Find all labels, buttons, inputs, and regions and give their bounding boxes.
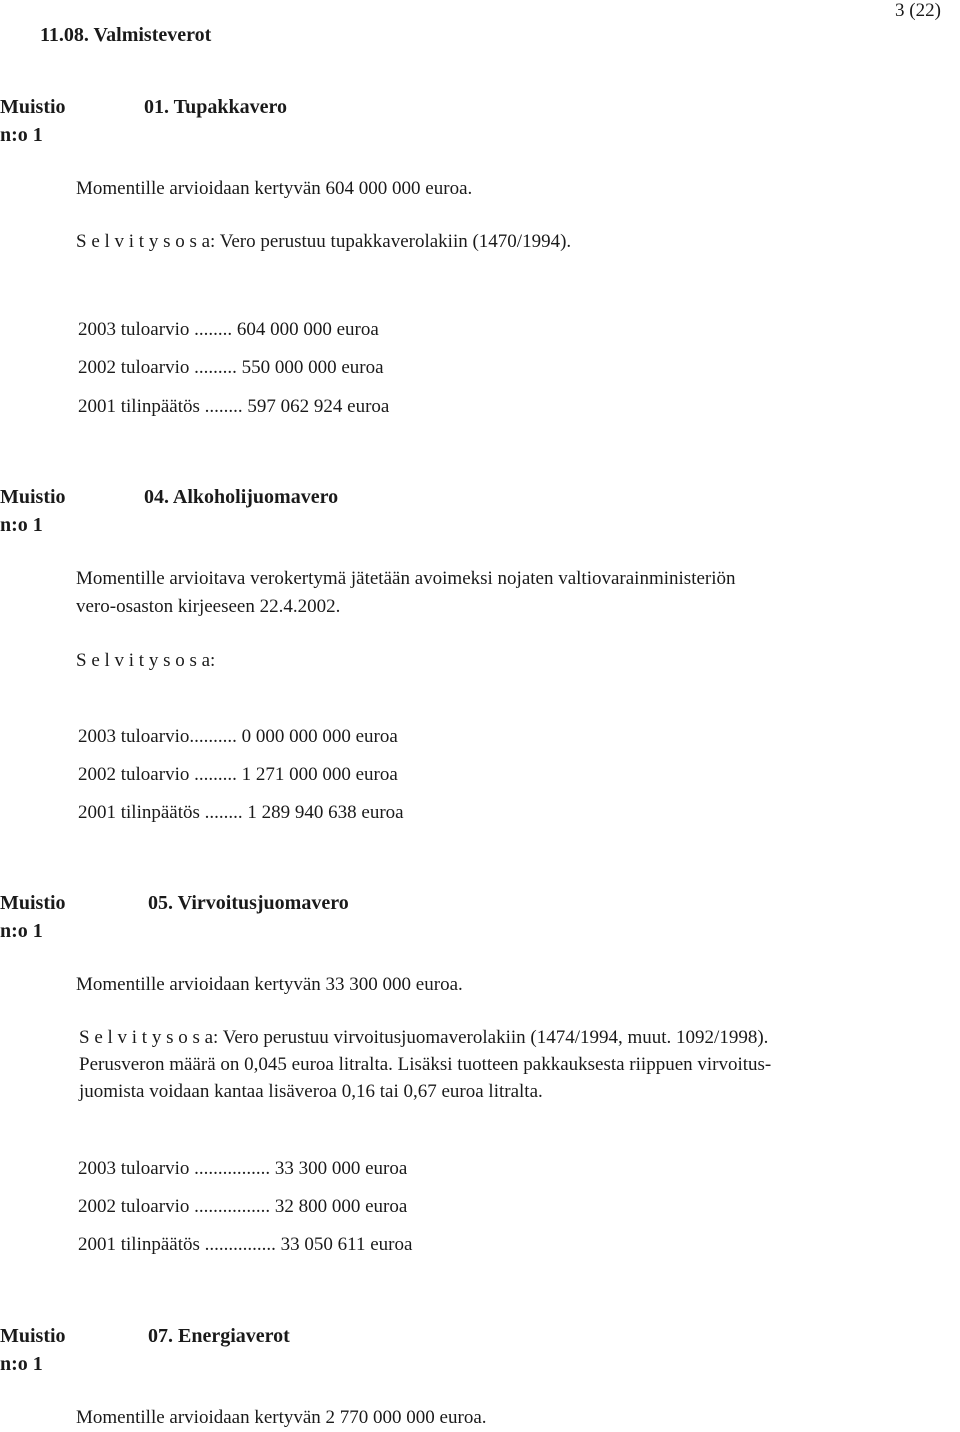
section-text-line: vero-osaston kirjeeseen 22.4.2002. <box>76 596 341 617</box>
section-heading: 04. Alkoholijuomavero <box>144 486 339 508</box>
stat-row: 2002 tuloarvio ......... 1 271 000 000 euroa <box>78 764 398 785</box>
muistio-number: n:o 1 <box>0 1353 43 1375</box>
selvitys-paragraph <box>76 230 571 254</box>
page-number: 3 (22) <box>895 0 941 21</box>
stat-row: 2001 tilinpäätös ........ 1 289 940 638 euroa <box>78 802 404 823</box>
selvitys-text-line: juomista voidaan kantaa lisäveroa 0,16 tai 0,67 euroa litralta. <box>79 1081 543 1102</box>
selvitys-text-line: Perusveron määrä on 0,045 euroa litralta. Lisäksi tuotteen pakkauksesta riippuen virvoitus- <box>79 1054 772 1075</box>
selvitys-text: Vero perustuu tupakkaverolakiin (1470/1994). <box>215 231 572 252</box>
selvitys-text: Vero perustuu virvoitusjuomaverolakiin (1474/1994, muut. 1092/1998). <box>218 1027 769 1048</box>
muistio-label: Muistio <box>0 892 66 914</box>
muistio-label: Muistio <box>0 1325 66 1347</box>
page-title: 11.08. Valmisteverot <box>40 24 212 46</box>
stat-row: 2001 tilinpäätös ............... 33 050 611 euroa <box>78 1234 413 1255</box>
section-text: Momentille arvioidaan kertyvän 33 300 000 euroa. <box>76 974 463 995</box>
muistio-number: n:o 1 <box>0 514 43 536</box>
stat-row: 2002 tuloarvio ......... 550 000 000 euroa <box>78 357 384 378</box>
muistio-label: Muistio <box>0 96 66 118</box>
section-text-line: Momentille arvioitava verokertymä jätetään avoimeksi nojaten valtiovarainministeriön <box>76 568 736 589</box>
selvitys-paragraph <box>79 1026 768 1050</box>
muistio-number: n:o 1 <box>0 920 43 942</box>
section-heading: 05. Virvoitusjuomavero <box>148 892 349 914</box>
selvitys-label: S e l v i t y s o s a: <box>76 231 216 252</box>
section-heading: 07. Energiaverot <box>148 1325 290 1347</box>
section-text: Momentille arvioidaan kertyvän 2 770 000 000 euroa. <box>76 1407 487 1428</box>
stat-row: 2003 tuloarvio ........ 604 000 000 euroa <box>78 319 379 340</box>
stat-row: 2003 tuloarvio.......... 0 000 000 000 euroa <box>78 726 398 747</box>
muistio-label: Muistio <box>0 486 66 508</box>
section-heading: 01. Tupakkavero <box>144 96 288 118</box>
selvitys-label: S e l v i t y s o s a: <box>79 1027 219 1048</box>
stat-row: 2003 tuloarvio ................ 33 300 000 euroa <box>78 1158 408 1179</box>
selvitys-label: S e l v i t y s o s a: <box>76 650 216 671</box>
stat-row: 2002 tuloarvio ................ 32 800 000 euroa <box>78 1196 408 1217</box>
stat-row: 2001 tilinpäätös ........ 597 062 924 euroa <box>78 396 390 417</box>
section-text: Momentille arvioidaan kertyvän 604 000 000 euroa. <box>76 178 473 199</box>
muistio-number: n:o 1 <box>0 124 43 146</box>
